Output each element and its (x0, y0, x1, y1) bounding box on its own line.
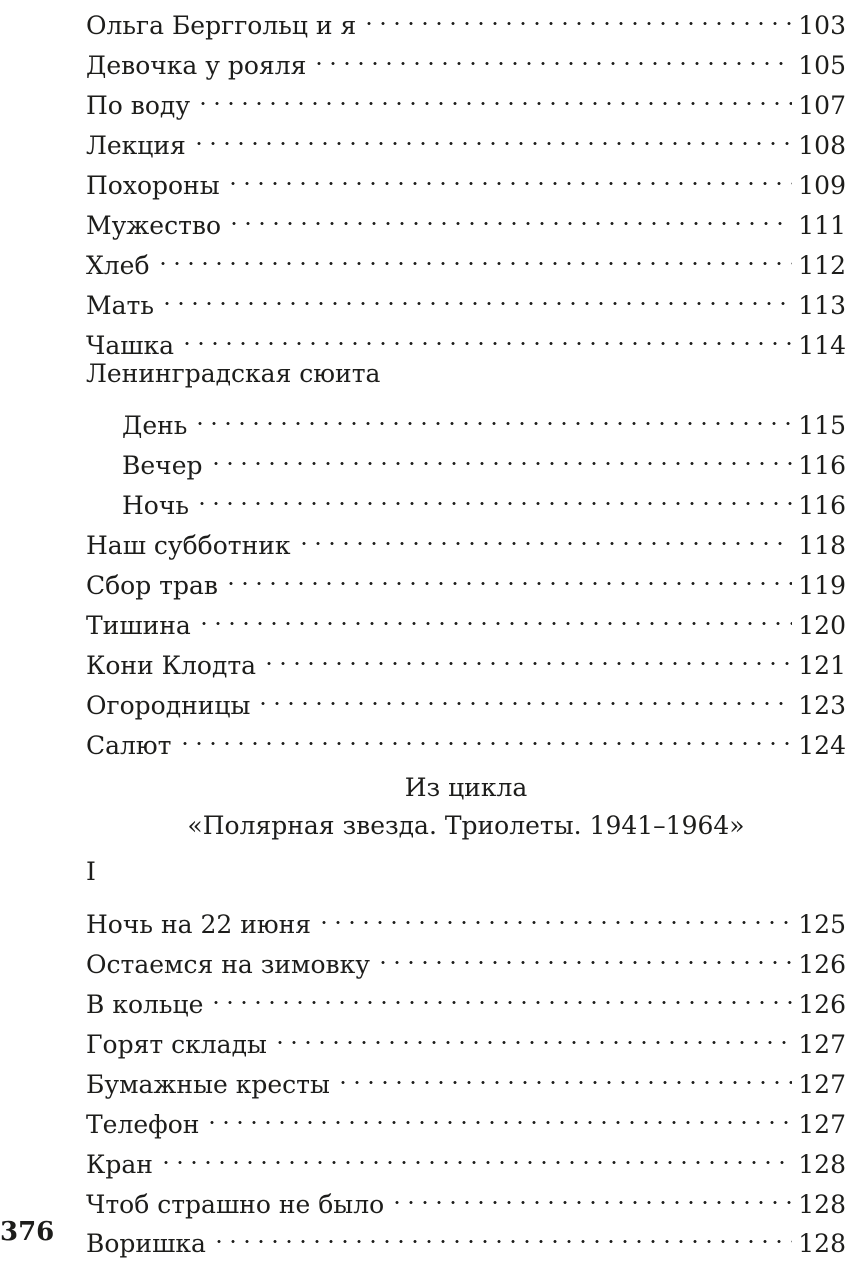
toc-entry-page: 126 (798, 990, 846, 1019)
toc-group-title: Ленинградская сюита (86, 359, 381, 388)
toc-entry-page: 116 (798, 491, 846, 520)
toc-entry-page: 111 (798, 211, 846, 240)
dot-leader (159, 1133, 792, 1173)
dot-leader (226, 154, 793, 194)
toc-entry-title: Воришка (86, 1229, 206, 1258)
dot-leader (197, 594, 792, 634)
toc-entry-title: Ночь (122, 491, 189, 520)
dot-leader (256, 674, 792, 714)
toc-entry-page: 127 (798, 1030, 846, 1059)
toc-entry (86, 114, 846, 160)
toc-entry-title: Наш субботник (86, 531, 291, 560)
toc-entry (86, 933, 846, 979)
toc-entry-page: 119 (798, 571, 846, 600)
toc-entry-page: 114 (798, 331, 846, 360)
toc-entry-title: Девочка у рояля (86, 51, 307, 80)
toc-entry (86, 1133, 846, 1179)
toc-entry (86, 234, 846, 280)
page-number: 376 (0, 1217, 55, 1247)
toc-entry-page: 128 (798, 1150, 846, 1179)
toc-entry (86, 1053, 846, 1099)
toc-entry (86, 1013, 846, 1059)
dot-leader (336, 1053, 792, 1093)
cycle-heading-line2: «Полярная звезда. Триолеты. 1941–1964» (187, 811, 745, 840)
dot-leader (205, 1093, 792, 1133)
toc-entry-page: 109 (798, 171, 846, 200)
toc-entry-page: 116 (798, 451, 846, 480)
dot-leader (156, 234, 793, 274)
toc-entry-page: 128 (798, 1229, 846, 1258)
toc-entry-title: Горят склады (86, 1030, 267, 1059)
dot-leader (224, 554, 792, 594)
toc-entry-title: День (122, 411, 188, 440)
toc-entry-page: 128 (798, 1190, 846, 1219)
dot-leader (390, 1173, 792, 1213)
toc-entry-title: Кран (86, 1150, 153, 1179)
toc-entry-page: 118 (798, 531, 846, 560)
toc-entry-title: Лекция (86, 131, 186, 160)
toc-entry-page: 103 (798, 11, 846, 40)
toc-entry-title: Телефон (86, 1110, 200, 1139)
toc-entry-title: Мать (86, 291, 154, 320)
toc-entry-title: Огородницы (86, 691, 251, 720)
toc-entry (86, 0, 846, 40)
toc-entry-title: Остаемся на зимовку (86, 950, 370, 979)
toc-entry-title: Хлеб (86, 251, 150, 280)
toc-entry (86, 594, 846, 640)
toc-entry (86, 314, 846, 360)
toc-entry (86, 274, 846, 320)
dot-leader (227, 194, 792, 234)
toc-entry-page: 108 (798, 131, 846, 160)
toc-entry-title: По воду (86, 91, 191, 120)
toc-entry (86, 893, 846, 939)
dot-leader (192, 114, 792, 154)
toc-entry (86, 34, 846, 80)
toc-entry (86, 514, 846, 560)
dot-leader (160, 274, 792, 314)
dot-leader (193, 394, 792, 434)
toc-subentry (122, 394, 846, 440)
toc-entry-page: 112 (798, 251, 846, 280)
toc-entry (86, 554, 846, 600)
dot-leader (178, 714, 793, 754)
toc-entry-title: Сбор трав (86, 571, 218, 600)
dot-leader (312, 34, 792, 74)
dot-leader (196, 74, 792, 114)
toc-entry-page: 126 (798, 950, 846, 979)
toc-entry-title: Кони Клодта (86, 651, 257, 680)
toc-entry-page: 107 (798, 91, 846, 120)
toc-entry-title: Бумажные кресты (86, 1070, 330, 1099)
toc-entry-page: 105 (798, 51, 846, 80)
toc-entry-page: 127 (798, 1070, 846, 1099)
toc-entry-page: 121 (798, 651, 846, 680)
toc-entry-title: Салют (86, 731, 172, 760)
toc-entry (86, 154, 846, 200)
section-numeral: I (86, 857, 96, 886)
toc-entry-title: Ольга Берггольц и я (86, 11, 357, 40)
toc-entry (86, 1212, 846, 1258)
toc-entry-title: Тишина (86, 611, 191, 640)
dot-leader (362, 0, 792, 34)
toc-entry-title: Чтоб страшно не было (86, 1190, 385, 1219)
toc-entry-page: 120 (798, 611, 846, 640)
toc-entry-page: 123 (798, 691, 846, 720)
toc-subentry (122, 474, 846, 520)
toc-entry (86, 1173, 846, 1219)
toc-entry (86, 194, 846, 240)
cycle-heading-line1: Из цикла (404, 773, 528, 802)
dot-leader (209, 434, 793, 474)
toc-entry-page: 127 (798, 1110, 846, 1139)
toc-entry-title: В кольце (86, 990, 204, 1019)
toc-entry-page: 115 (798, 411, 846, 440)
dot-leader (212, 1212, 792, 1252)
toc-entry-page: 125 (798, 910, 846, 939)
dot-leader (262, 634, 792, 674)
dot-leader (180, 314, 792, 354)
toc-entry-title: Ночь на 22 июня (86, 910, 312, 939)
dot-leader (195, 474, 792, 514)
dot-leader (376, 933, 792, 973)
dot-leader (297, 514, 793, 554)
toc-entry-page: 124 (798, 731, 846, 760)
toc-entry (86, 714, 846, 760)
toc-entry-title: Похороны (86, 171, 220, 200)
toc-entry (86, 1093, 846, 1139)
toc-entry-page: 113 (798, 291, 846, 320)
toc-entry-title: Чашка (86, 331, 175, 360)
toc-entry (86, 74, 846, 120)
toc-entry (86, 674, 846, 720)
toc-entry-title: Мужество (86, 211, 222, 240)
dot-leader (273, 1013, 792, 1053)
toc-entry (86, 973, 846, 1019)
toc-subentry (122, 434, 846, 480)
toc-entry (86, 634, 846, 680)
dot-leader (209, 973, 792, 1013)
dot-leader (317, 893, 792, 933)
toc-entry-title: Вечер (122, 451, 203, 480)
